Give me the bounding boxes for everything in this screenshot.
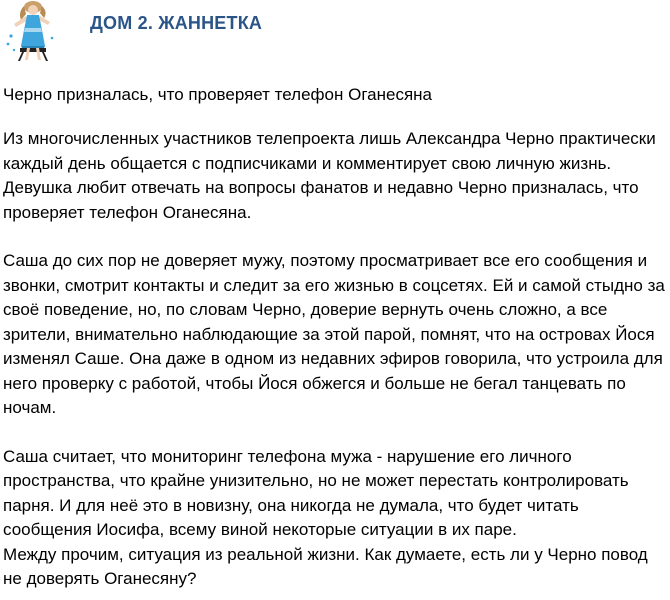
post-header [0,0,670,62]
article-paragraph: Саша считает, что мониторинг телефона мужа - нарушение его личного пространства, что крайне унизительно, но не может перестать контролировать парня. И для неё это в новизну, она никогда не думала, что будет читать сообщения Иосифа, всему виной некоторые ситуации в их паре. [3,446,629,539]
article-paragraph: Саша до сих пор не доверяет мужу, поэтому просматривает все его сообщения и звонки, смотрит контакты и следит за его жизнью в соцсетях. Ей и самой стыдно за своё поведение, но, по словам Черно, доверие вернуть очень сложно, а все зрители, внимательно наблюдающие за этой парой, помнят, что на островах Йося изменял Саше. Она даже в одном из недавних эфиров говорила, что устроила для него проверку с работой, чтобы Йося обжегся и больше не бегал танцевать по ночам. [3,251,665,417]
avatar[interactable] [0,0,62,62]
article-body [3,82,667,592]
article-paragraph: Из многочисленных участников телепроекта лишь Александра Черно практически каждый день общается с подписчиками и комментирует свою личную жизнь. Девушка любит отвечать на вопросы фанатов и недавно Черно призналась, что проверяет телефон Оганесяна. [3,129,656,222]
girl-in-blue-dress-icon [0,0,62,62]
channel-name-link[interactable]: ДОМ 2. ЖАННЕТКА [90,13,263,33]
article-paragraph: Между прочим, ситуация из реальной жизни. Как думаете, есть ли у Черно повод не доверять Оганесяну? [3,544,648,588]
article-title: Черно призналась, что проверяет телефон Оганесяна [3,85,432,104]
